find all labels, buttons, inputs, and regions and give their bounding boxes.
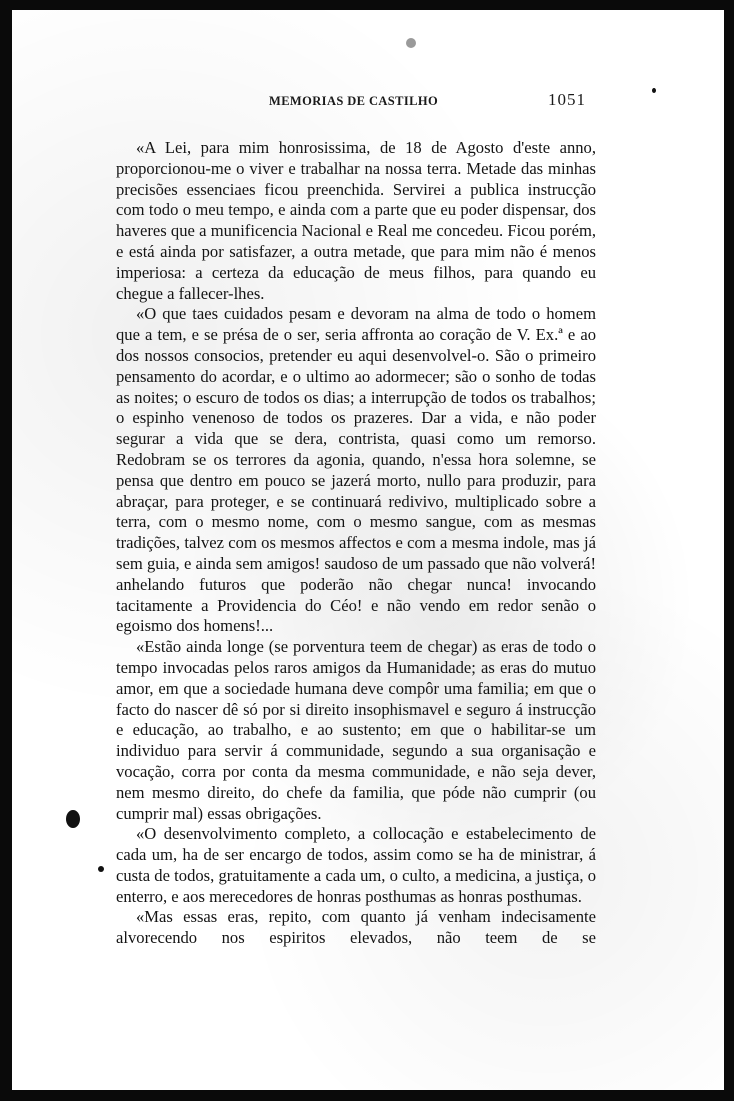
body-text — [116, 138, 596, 949]
page-header — [12, 90, 724, 118]
paragraph: «Estão ainda longe (se porventura teem de chegar) as eras de todo o tempo invocadas pelos raros amigos da Humanidade; as eras do mutuo amor, em que a sociedade humana deve compôr uma familia; em que o facto do nascer dê só por si direito insophismavel e seguro á instrucção e educação, ao trabalho, e ao sustento; em que o habilitar-se um individuo para servir á communidade, segundo a sua organisação e vocação, corra por conta da mesma communidade, e não seja dever, nem mesmo direito, do chefe da familia, que póde não cumprir (ou cumprir mal) essas obrigações. — [116, 637, 596, 823]
ornament-mark — [406, 38, 416, 48]
paragraph: «A Lei, para mim honrosissima, de 18 de Agosto d'este anno, proporcionou-me o viver e trabalhar na nossa terra. Metade das minhas precisões essenciaes ficou preenchida. Servirei a publica instrucção com todo o meu tempo, e ainda com a parte que eu poder dispensar, dos haveres que a munificencia Nacional e Real me concedeu. Ficou porém, e está ainda por satisfazer, a outra metade, que para mim não é menos imperiosa: a certeza da educação de meus filhos, para quando eu chegue a fallecer-lhes. — [116, 138, 596, 303]
ink-blot — [652, 88, 656, 93]
ink-blot — [98, 866, 104, 872]
page-number: 1051 — [548, 90, 586, 109]
ink-blot — [66, 810, 80, 828]
paragraph: «Mas essas eras, repito, com quanto já venham indecisamente alvorecendo nos espiritos elevados, não teem de se — [116, 907, 596, 948]
running-title: MEMORIAS DE CASTILHO — [269, 94, 439, 108]
book-page — [12, 10, 724, 1090]
paragraph: «O que taes cuidados pesam e devoram na alma de todo o homem que a tem, e se présa de o ser, seria affronta ao coração de V. Ex.ª e ao dos nossos consocios, pretender eu aqui desenvolvel-o. São o primeiro pensamento do acordar, e o ultimo ao adormecer; são o sonho de todas as noites; o escuro de todos os dias; a interrupção de todos os trabalhos; o espinho venenoso de todos os prazeres. Dar a vida, e não poder segurar a vida que se dera, contrista, quasi como um remorso. Redobram se os terrores da agonia, quando, n'essa hora solemne, se pensa que dentro em pouco se jazerá morto, nullo para produzir, para abraçar, para proteger, e se continuará redivivo, multiplicado sobre a terra, com o mesmo nome, com o mesmo sangue, com as mesmas tradições, talvez com os mesmos affectos e com a mesma indole, mas já sem guia, e ainda sem amigos! saudoso de um passado que não volverá! anhelando futuros que poderão não chegar nunca! invocando tacitamente a Providencia do Céo! e não vendo em redor senão o egoismo dos homens!... — [116, 304, 596, 636]
paragraph: «O desenvolvimento completo, a collocação e estabelecimento de cada um, ha de ser encargo de todos, assim como se ha de ministrar, á custa de todos, gratuitamente a cada um, o culto, a medicina, a justiça, o enterro, e aos merecedores de honras posthumas as honras posthumas. — [116, 824, 596, 906]
